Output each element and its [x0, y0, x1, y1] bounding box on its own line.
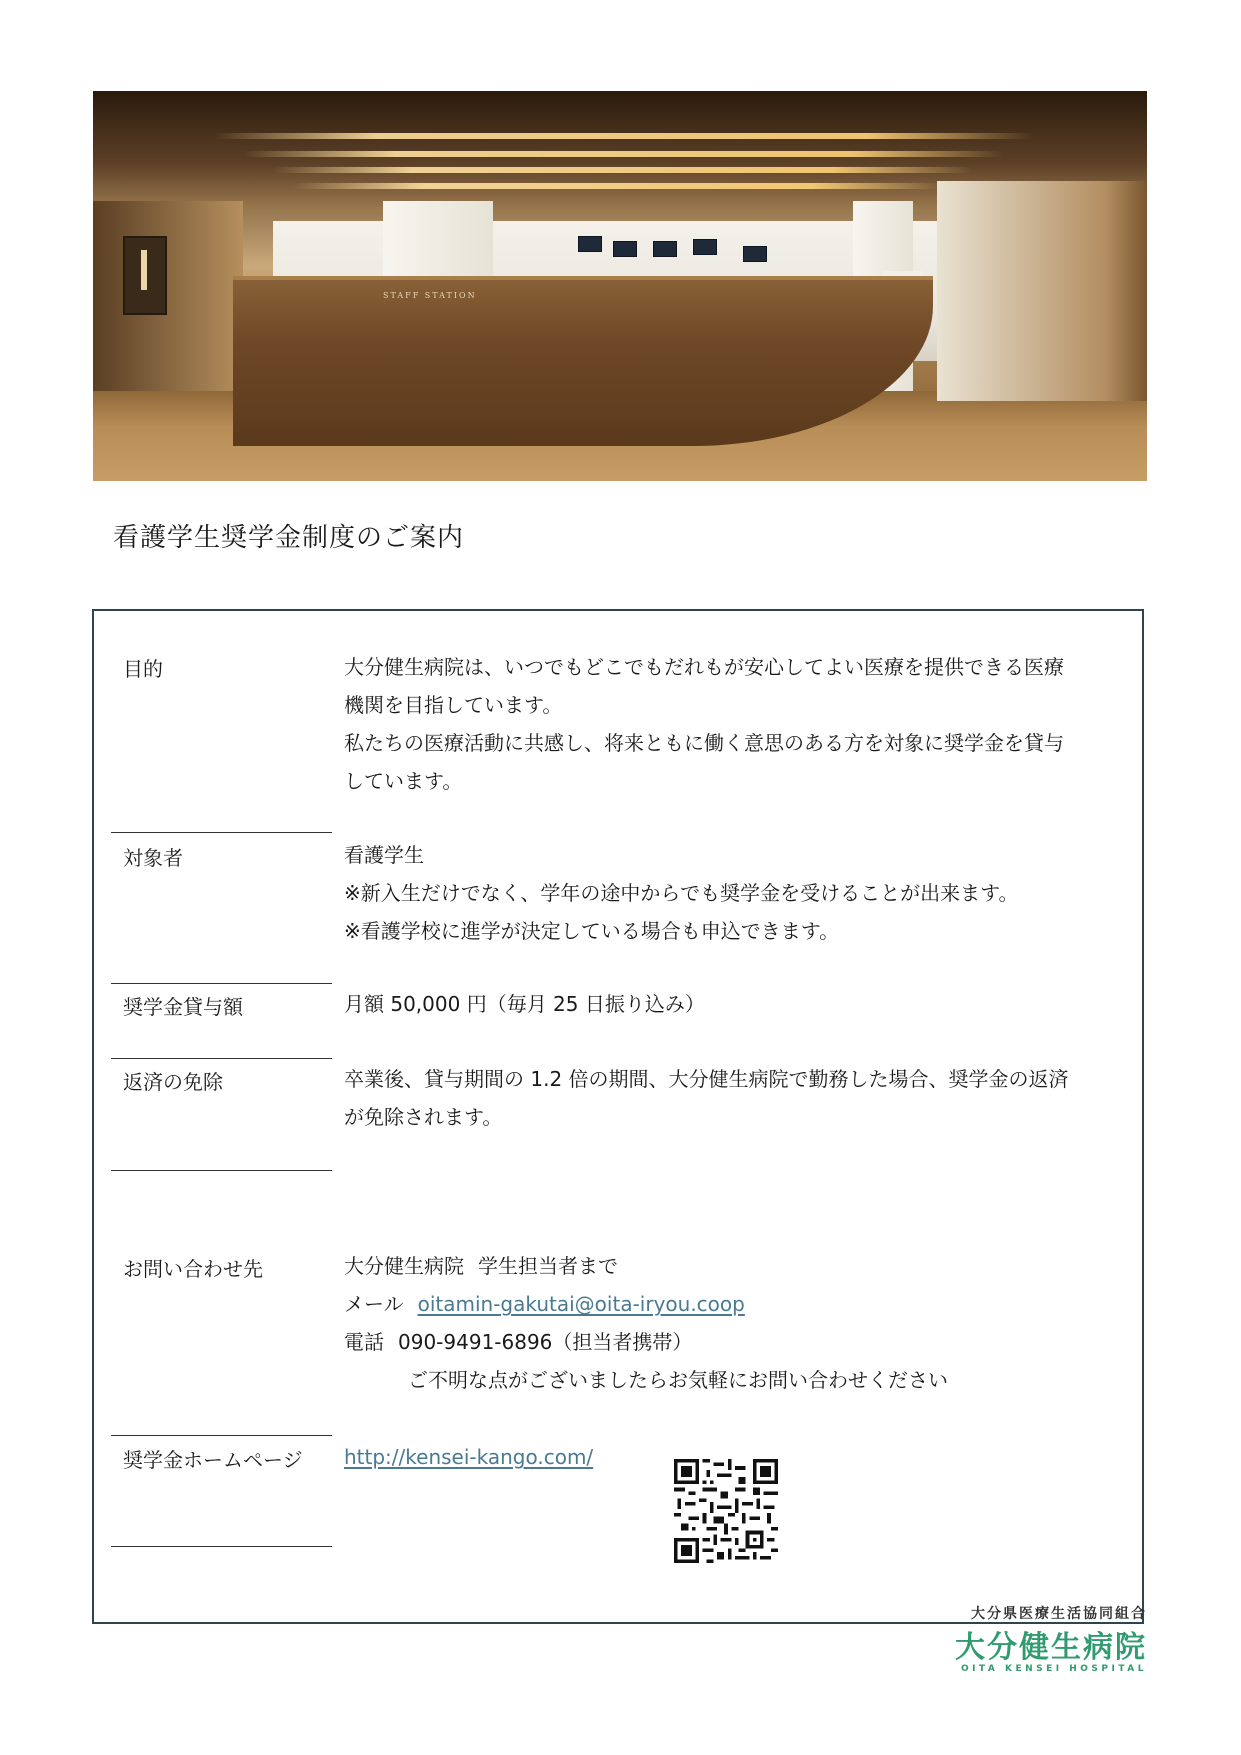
reception-counter	[233, 276, 933, 446]
ceiling-light	[273, 167, 973, 173]
mail-label: メール	[344, 1292, 404, 1316]
purpose-label: 目的	[123, 657, 163, 681]
qr-code[interactable]	[674, 1459, 778, 1563]
exemption-content	[344, 1060, 1124, 1136]
logo-english: OITA KENSEI HOSPITAL	[960, 1664, 1147, 1674]
counter-sign: STAFF STATION	[383, 291, 477, 300]
target-line: ※新入生だけでなく、学年の途中からでも奨学金を受けることが出来ます。	[344, 881, 1019, 905]
contact-label: お問い合わせ先	[123, 1257, 263, 1281]
monitor	[693, 239, 717, 255]
logo-main: 大分健生病院	[955, 1630, 1147, 1665]
target-line: 看護学生	[344, 843, 424, 867]
row-divider	[111, 983, 332, 984]
hero-photo	[93, 91, 1147, 481]
target-content	[344, 836, 1124, 950]
page-title: 看護学生奨学金制度のご案内	[113, 523, 465, 553]
phone-label: 電話	[344, 1330, 384, 1354]
target-label: 対象者	[123, 846, 183, 870]
email-link[interactable]: oitamin-gakutai@oita-iryou.coop	[417, 1292, 745, 1316]
row-divider	[111, 1170, 332, 1171]
target-line: ※看護学校に進学が決定している場合も申込できます。	[344, 919, 840, 943]
contact-org: 大分健生病院	[344, 1254, 464, 1278]
contact-note: ご不明な点がございましたらお気軽にお問い合わせください	[408, 1368, 948, 1392]
monitor	[613, 241, 637, 257]
monitor	[743, 246, 767, 262]
amount-text: 月額 50,000 円（毎月 25 日振り込み）	[344, 992, 705, 1016]
left-wall	[93, 201, 243, 401]
phone-number: 090-9491-6896（担当者携帯）	[398, 1330, 693, 1354]
amount-label: 奨学金貸与額	[123, 995, 243, 1019]
contact-content	[344, 1247, 1124, 1399]
purpose-line: 大分健生病院は、いつでもどこでもだれもが安心してよい医療を提供できる医療	[344, 655, 1064, 679]
ceiling-light	[293, 183, 943, 189]
amount-content	[344, 985, 1124, 1023]
door	[123, 236, 167, 315]
exemption-line: が免除されます。	[344, 1105, 503, 1129]
purpose-line: 機関を目指しています。	[344, 693, 563, 717]
logo-subtitle: 大分県医療生活協同組合	[971, 1606, 1147, 1622]
row-divider	[111, 1546, 332, 1547]
homepage-label: 奨学金ホームページ	[123, 1448, 303, 1472]
purpose-content	[344, 648, 1124, 800]
contact-org-line	[344, 1247, 1124, 1285]
monitor	[653, 241, 677, 257]
homepage-content	[344, 1438, 664, 1476]
contact-mail-line	[344, 1285, 1124, 1323]
exemption-line: 卒業後、貸与期間の 1.2 倍の期間、大分健生病院で勤務した場合、奨学金の返済	[344, 1067, 1069, 1091]
row-divider	[111, 832, 332, 833]
contact-phone-line	[344, 1323, 1124, 1361]
contact-person: 学生担当者まで	[478, 1254, 618, 1278]
right-wall	[937, 181, 1147, 401]
monitor	[578, 236, 602, 252]
ceiling-light	[243, 151, 1003, 157]
exemption-label: 返済の免除	[123, 1070, 223, 1094]
purpose-line: しています。	[344, 769, 463, 793]
row-divider	[111, 1435, 332, 1436]
ceiling-light	[213, 133, 1033, 139]
purpose-line: 私たちの医療活動に共感し、将来ともに働く意思のある方を対象に奨学金を貸与	[344, 731, 1064, 755]
row-divider	[111, 1058, 332, 1059]
homepage-link[interactable]: http://kensei-kango.com/	[344, 1445, 594, 1469]
